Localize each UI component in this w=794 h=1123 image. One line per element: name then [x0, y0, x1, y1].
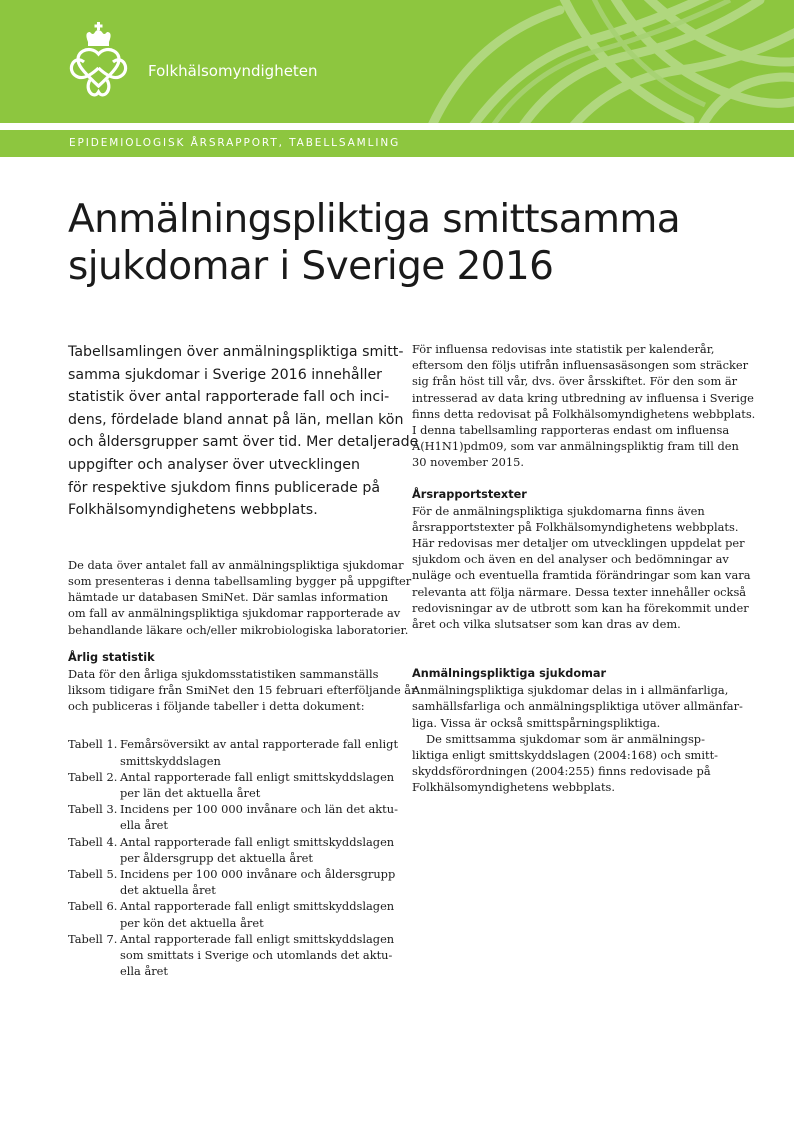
stat-paragraph	[68, 666, 417, 715]
text-line: De smittsamma sjukdomar som är anmälningsp-	[426, 731, 705, 746]
text-line: ella året	[120, 964, 168, 979]
text-line: Anmälningspliktiga sjukdomar delas in i allmänfarliga,	[412, 683, 729, 698]
text-line: För de anmälningspliktiga sjukdomarna finns även	[412, 503, 705, 518]
lead-line: samma sjukdomar i Sverige 2016 innehåller	[68, 366, 383, 383]
text-line: som smittats i Sverige och utomlands det aktu-	[120, 948, 393, 963]
influensa-paragraph	[412, 341, 756, 471]
text-line: A(H1N1)pdm09, som var anmälningspliktig fram till den	[412, 439, 739, 454]
title-line: Anmälningspliktiga smittsamma	[68, 197, 681, 242]
text-line: Antal rapporterade fall enligt smittskyddslagen	[120, 899, 395, 914]
table-list	[68, 736, 399, 979]
list-item	[68, 834, 395, 866]
text-line: året och vilka slutsatser som kan dras av dem.	[412, 617, 681, 632]
series-band	[0, 130, 794, 157]
text-line: om fall av anmälningspliktiga sjukdomar rapporterade av	[68, 606, 401, 621]
section-heading-arlig-statistik: Årlig statistik	[68, 650, 155, 664]
list-item	[68, 931, 395, 980]
lead-line: uppgifter och analyser över utvecklingen	[68, 456, 360, 473]
table-description	[120, 898, 394, 930]
table-description	[120, 801, 398, 833]
lead-line: och åldersgrupper samt över tid. Mer detaljerade	[68, 434, 419, 451]
text-line: relevanta att följa närmare. Dessa texter innehåller också	[412, 584, 747, 599]
text-line: per kön det aktuella året	[120, 915, 264, 930]
text-line: intresserad av data kring utbredning av influensa i Sverige	[412, 390, 754, 405]
text-line: sig från höst till vår, dvs. över årsskiftet. För den som är	[412, 374, 738, 389]
text-line: liksom tidigare från SmiNet den 15 februari efterföljande år	[68, 682, 417, 697]
intro-paragraph	[68, 557, 412, 638]
text-line: per län det aktuella året	[120, 785, 261, 800]
text-line: liga. Vissa är också smittspårningspliktiga.	[412, 715, 661, 730]
text-line: hämtade ur databasen SmiNet. Där samlas information	[68, 590, 389, 605]
text-line: behandlande läkare och/eller mikrobiologiska laboratorier.	[68, 622, 409, 637]
text-line: Antal rapporterade fall enligt smittskyddslagen	[120, 769, 395, 784]
section-heading-anmalningspliktiga: Anmälningspliktiga sjukdomar	[412, 667, 607, 681]
table-description	[120, 834, 394, 866]
text-line: årsrapportstexter på Folkhälsomyndighetens webbplats.	[412, 519, 739, 534]
text-line: Incidens per 100 000 invånare och åldersgrupp	[120, 867, 396, 881]
brand-name: Folkhälsomyndigheten	[148, 62, 318, 80]
text-line: samhällsfarliga och anmälningspliktiga utöver allmänfar-	[412, 699, 743, 714]
text-line: Antal rapporterade fall enligt smittskyddslagen	[120, 931, 395, 946]
table-description	[120, 866, 395, 898]
text-line: De data över antalet fall av anmälningspliktiga sjukdomar	[68, 557, 404, 572]
header-banner	[0, 0, 794, 123]
text-line: det aktuella året	[120, 883, 216, 898]
table-label: Tabell 5.	[68, 867, 118, 881]
anm-paragraph	[412, 682, 743, 731]
page-title	[68, 196, 748, 290]
table-label: Tabell 3.	[68, 802, 118, 817]
table-label: Tabell 2.	[68, 769, 118, 784]
left-column	[68, 341, 419, 979]
text-line: Incidens per 100 000 invånare och län det aktu-	[120, 802, 398, 817]
lead-line: statistik över antal rapporterade fall och inci-	[68, 389, 390, 406]
text-line: ella året	[120, 818, 168, 833]
text-line: smittskyddslagen	[120, 753, 221, 768]
table-description	[120, 931, 394, 980]
table-label: Tabell 6.	[68, 899, 118, 914]
text-line: eftersom den följs utifrån influensasäsongen som sträcker	[412, 358, 749, 373]
lead-paragraph	[68, 341, 419, 522]
title-line: sjukdomar i Sverige 2016	[68, 244, 554, 289]
lead-line: Folkhälsomyndighetens webbplats.	[68, 502, 318, 519]
list-item	[68, 898, 395, 930]
text-line: För influensa redovisas inte statistik per kalenderår,	[412, 342, 715, 356]
text-line: Femårsöversikt av antal rapporterade fall enligt	[120, 737, 399, 752]
arsrapport-paragraph	[412, 503, 751, 633]
text-line: finns detta redovisat på Folkhälsomyndighetens webbplats.	[412, 406, 756, 421]
text-line: 30 november 2015.	[412, 455, 524, 470]
list-item	[68, 736, 399, 768]
text-line: liktiga enligt smittskyddslagen (2004:168) och smitt-	[412, 748, 719, 763]
table-description	[120, 736, 398, 768]
lead-line: för respektive sjukdom finns publicerade på	[68, 479, 381, 496]
table-description	[120, 769, 394, 801]
list-item	[68, 801, 398, 833]
series-label: EPIDEMIOLOGISK ÅRSRAPPORT, TABELLSAMLING	[69, 137, 401, 149]
text-line: redovisningar av de utbrott som kan ha förekommit under	[412, 600, 749, 615]
text-line: Antal rapporterade fall enligt smittskyddslagen	[120, 834, 395, 849]
text-line: skyddsförordningen (2004:255) finns redovisade på	[412, 764, 711, 779]
text-line: per åldersgrupp det aktuella året	[120, 850, 313, 865]
table-label: Tabell 7.	[68, 931, 118, 946]
anm-paragraph-2	[412, 731, 734, 796]
list-item	[68, 769, 395, 801]
text-line: nuläge och eventuella framtida förändringar som kan vara	[412, 568, 751, 583]
lead-line: dens, fördelade bland annat på län, mellan kön	[68, 411, 404, 428]
text-line: och publiceras i följande tabeller i detta dokument:	[68, 699, 365, 714]
text-line: I denna tabellsamling rapporteras endast om influensa	[412, 423, 730, 438]
text-line: sjukdom och även en del analyser och bedömningar av	[412, 552, 729, 567]
section-heading-arsrapportstexter: Årsrapportstexter	[412, 487, 527, 501]
list-item	[68, 866, 396, 898]
right-column	[412, 341, 756, 796]
table-label: Tabell 4.	[68, 834, 118, 849]
header-divider	[0, 123, 794, 130]
lead-line: Tabellsamlingen över anmälningspliktiga smitt-	[68, 344, 404, 360]
text-line: Här redovisas mer detaljer om utvecklingen uppdelat per	[412, 536, 745, 551]
text-line: Folkhälsomyndighetens webbplats.	[412, 780, 615, 795]
text-line: som presenteras i denna tabellsamling bygger på uppgifter	[68, 573, 412, 588]
text-line: Data för den årliga sjukdomsstatistiken sammanställs	[68, 666, 379, 681]
table-label: Tabell 1.	[68, 737, 118, 752]
